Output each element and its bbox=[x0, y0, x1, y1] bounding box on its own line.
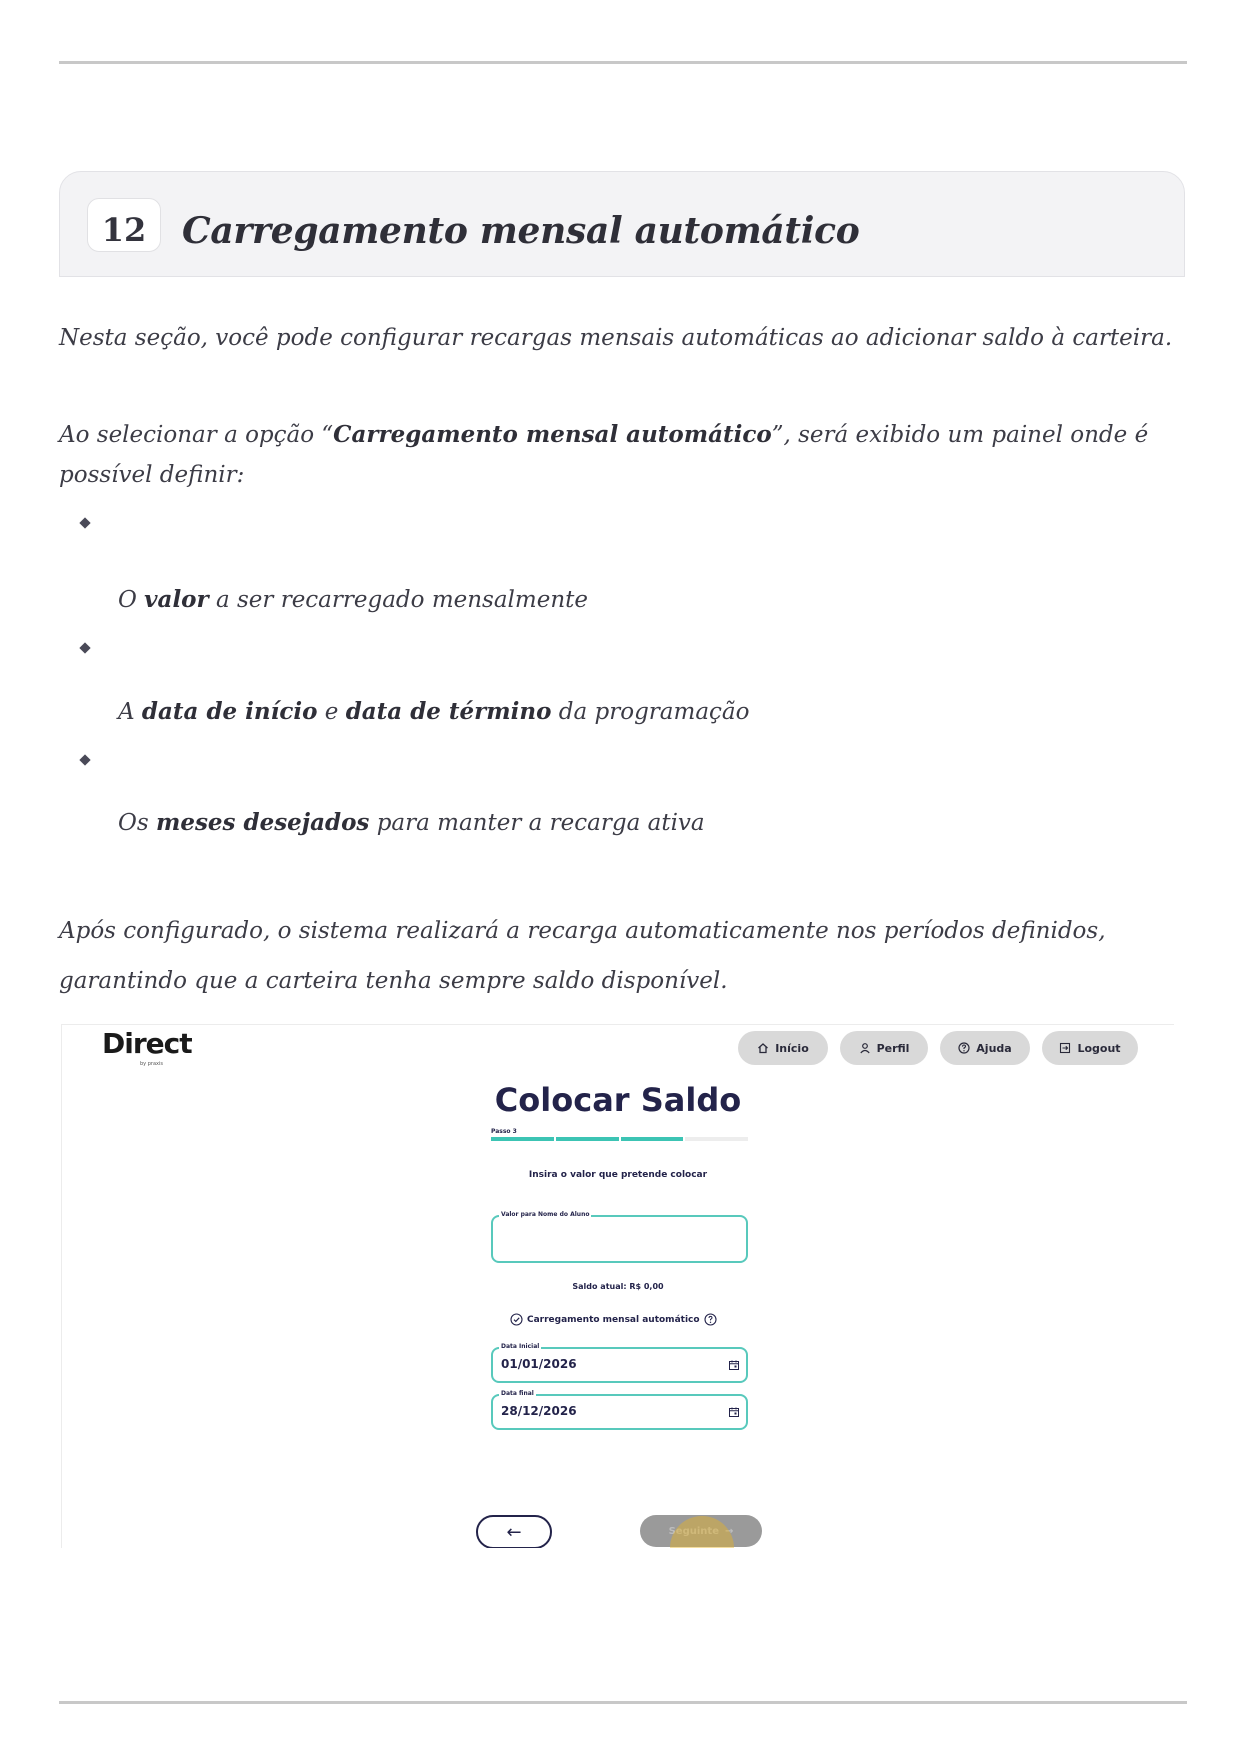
end-date-value: 28/12/2026 bbox=[501, 1404, 577, 1418]
section-header bbox=[59, 171, 1185, 277]
step-progress-bar bbox=[491, 1137, 748, 1141]
progress-segment bbox=[621, 1137, 684, 1141]
intro-paragraph: Nesta seção, você pode configurar recargas mensais automáticas ao adicionar saldo à carteira. bbox=[59, 325, 1173, 351]
amount-input[interactable] bbox=[491, 1211, 748, 1263]
next-button-label: Seguinte bbox=[668, 1525, 719, 1537]
bullet-marker bbox=[79, 754, 90, 765]
bullet-text-plain: O bbox=[118, 587, 145, 613]
lead-paragraph bbox=[59, 415, 1189, 495]
bullet-text-bold: data de início bbox=[141, 698, 318, 725]
end-date-input[interactable] bbox=[491, 1390, 748, 1430]
user-icon bbox=[859, 1042, 871, 1054]
bullet-text-plain: para manter a recarga ativa bbox=[369, 810, 705, 836]
nav-help-button[interactable] bbox=[940, 1031, 1030, 1065]
end-date-label: Data final bbox=[501, 1390, 534, 1397]
help-icon[interactable] bbox=[704, 1313, 717, 1326]
start-date-value: 01/01/2026 bbox=[501, 1357, 577, 1371]
bullet-text-plain: e bbox=[317, 699, 346, 725]
start-date-label: Data Inicial bbox=[501, 1343, 540, 1350]
check-circle-icon bbox=[510, 1313, 523, 1326]
auto-recharge-option[interactable] bbox=[510, 1313, 717, 1326]
nav-logout-button[interactable] bbox=[1042, 1031, 1138, 1065]
lead-after: ”, será exibido um painel onde é possível definir: bbox=[59, 422, 1149, 488]
section-number: 12 bbox=[87, 198, 161, 252]
nav-profile-button[interactable] bbox=[840, 1031, 928, 1065]
bullet-text-bold: data de término bbox=[345, 698, 552, 725]
back-button[interactable] bbox=[476, 1515, 552, 1548]
progress-segment bbox=[491, 1137, 554, 1141]
step-label: Passo 3 bbox=[491, 1128, 517, 1135]
progress-segment bbox=[556, 1137, 619, 1141]
bottom-rule bbox=[59, 1701, 1187, 1704]
home-icon bbox=[757, 1042, 769, 1054]
bullet-marker bbox=[79, 517, 90, 528]
nav-help-label: Ajuda bbox=[976, 1041, 1012, 1055]
app-logo: Direct bbox=[102, 1027, 192, 1060]
start-date-input[interactable] bbox=[491, 1343, 748, 1383]
lead-bold: Carregamento mensal automático bbox=[333, 421, 772, 448]
bullet-item bbox=[118, 698, 749, 725]
bullet-text-plain: da programação bbox=[551, 699, 750, 725]
bullet-text-bold: meses desejados bbox=[155, 809, 370, 836]
bullet-text-plain: Os bbox=[118, 810, 156, 836]
nav-profile-label: Perfil bbox=[876, 1041, 910, 1055]
lead-before: Ao selecionar a opção “ bbox=[59, 422, 334, 448]
bullet-text-plain: a ser recarregado mensalmente bbox=[208, 587, 589, 613]
calendar-icon[interactable] bbox=[728, 1406, 740, 1418]
calendar-icon[interactable] bbox=[728, 1359, 740, 1371]
help-icon bbox=[958, 1042, 970, 1054]
arrow-left-icon: ← bbox=[506, 1521, 522, 1543]
app-logo-subtitle: by praxis bbox=[140, 1061, 163, 1067]
top-rule bbox=[59, 61, 1187, 64]
section-title: Carregamento mensal automático bbox=[182, 210, 860, 252]
bullet-marker bbox=[79, 642, 90, 653]
amount-prompt: Insira o valor que pretende colocar bbox=[528, 1170, 708, 1180]
app-screenshot bbox=[61, 1024, 1174, 1548]
nav-logout-label: Logout bbox=[1077, 1041, 1121, 1055]
logout-icon bbox=[1059, 1042, 1071, 1054]
progress-segment bbox=[685, 1137, 748, 1141]
closing-paragraph: Após configurado, o sistema realizará a recarga automaticamente nos períodos definidos, garantindo que a carteira tenha sempre saldo disponível. bbox=[59, 918, 1106, 994]
auto-recharge-label: Carregamento mensal automático bbox=[527, 1314, 700, 1325]
bullet-item bbox=[118, 809, 705, 836]
nav-home-button[interactable] bbox=[738, 1031, 828, 1065]
bullet-text-bold: valor bbox=[144, 586, 209, 613]
current-balance: Saldo atual: R$ 0,00 bbox=[572, 1282, 664, 1291]
bullet-item bbox=[118, 586, 588, 613]
amount-input-label: Valor para Nome do Aluno bbox=[501, 1211, 590, 1218]
app-page-title: Colocar Saldo bbox=[494, 1081, 742, 1119]
nav-home-label: Início bbox=[775, 1041, 809, 1055]
arrow-right-icon: → bbox=[724, 1525, 734, 1537]
bullet-text-plain: A bbox=[118, 699, 142, 725]
